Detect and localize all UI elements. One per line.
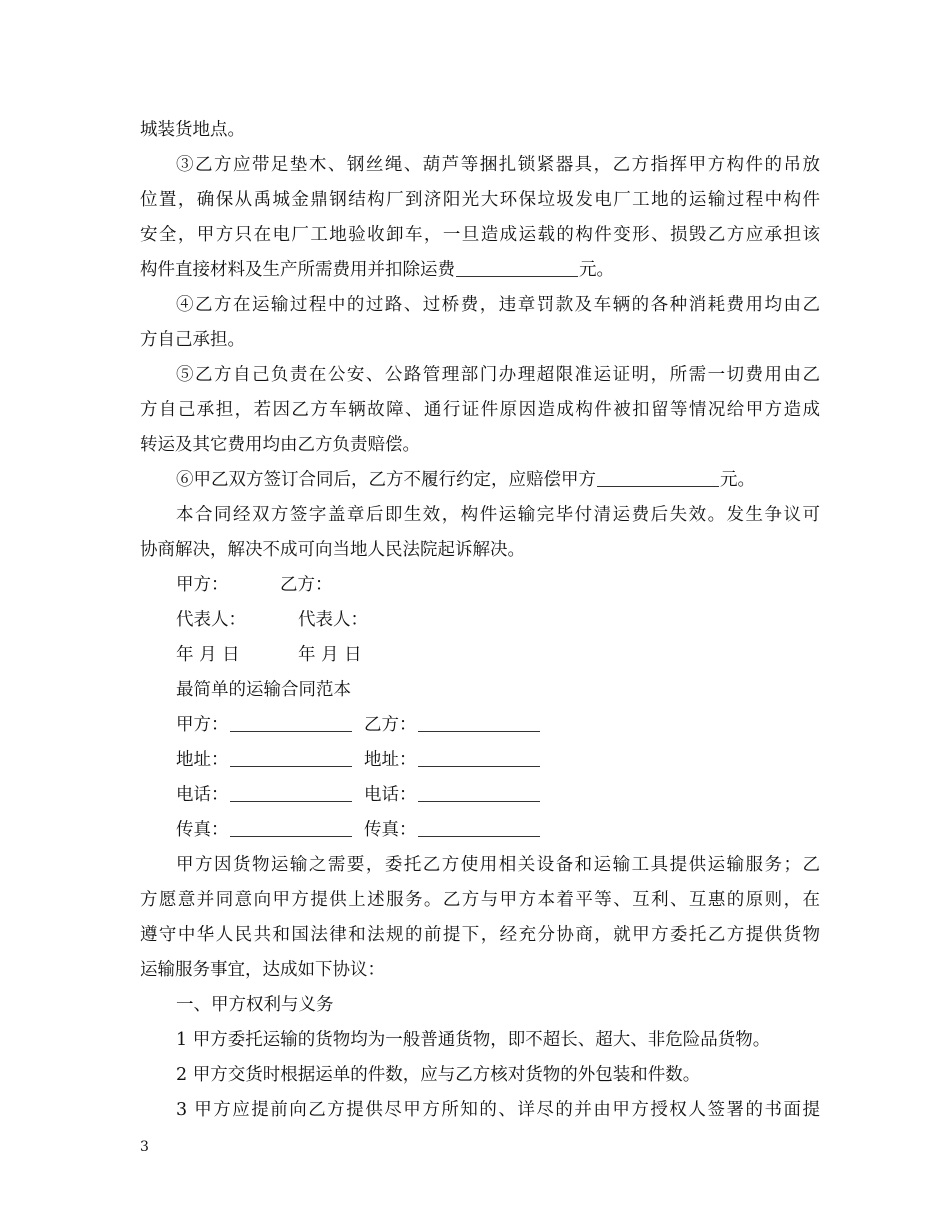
blank-underline <box>418 715 540 732</box>
list-item: 1 甲方委托运输的货物均为一般普通货物，即不超长、超大、非危险品货物。 <box>176 1030 771 1050</box>
date-a-label: 年 月 日 <box>176 645 240 665</box>
blank-underline <box>230 715 352 732</box>
text-line: 协商解决，解决不成可向当地人民法院起诉解决。 <box>140 540 525 560</box>
page-number: 3 <box>140 1139 149 1155</box>
text-line: 甲方因货物运输之需要，委托乙方使用相关设备和运输工具提供运输服务；乙 <box>176 855 820 875</box>
form-label: 地址： <box>176 750 229 770</box>
blank-underline <box>230 820 352 837</box>
text-line: ④乙方在运输过程中的过路、过桥费，违章罚款及车辆的各种消耗费用均由乙 <box>176 295 820 315</box>
form-label: 电话： <box>176 785 229 805</box>
rep-b-label: 代表人： <box>298 610 368 630</box>
form-label: 传真： <box>176 820 229 840</box>
text-fragment: 构件直接材料及生产所需费用并扣除运费 <box>140 260 455 280</box>
blank-underline <box>597 470 719 487</box>
form-label: 传真： <box>364 820 417 840</box>
form-label: 甲方： <box>176 715 229 735</box>
party-b-label: 乙方： <box>280 575 333 595</box>
form-row <box>364 748 541 772</box>
text-line: 方自己承担。 <box>140 330 245 350</box>
party-a-label: 甲方： <box>176 575 229 595</box>
text-line: ⑤乙方自己负责在公安、公路管理部门办理超限准运证明，所需一切费用由乙 <box>176 365 820 385</box>
blank-underline <box>230 750 352 767</box>
form-row <box>364 783 541 807</box>
blank-underline <box>456 260 578 277</box>
form-row <box>364 818 541 842</box>
text-line: 方愿意并同意向甲方提供上述服务。乙方与甲方本着平等、互利、互惠的原则，在 <box>140 890 820 910</box>
blank-underline <box>418 785 540 802</box>
blank-underline <box>230 785 352 802</box>
text-line: 位置，确保从禹城金鼎钢结构厂到济阳光大环保垃圾发电厂工地的运输过程中构件 <box>140 190 820 210</box>
text-line: 安全，甲方只在电厂工地验收卸车，一旦造成运载的构件变形、损毁乙方应承担该 <box>140 225 820 245</box>
text-line: ③乙方应带足垫木、钢丝绳、葫芦等捆扎锁紧器具，乙方指挥甲方构件的吊放 <box>176 155 820 175</box>
text-line: 方自己承担，若因乙方车辆故障、通行证件原因造成构件被扣留等情况给甲方造成 <box>140 400 820 420</box>
form-row <box>364 713 541 737</box>
form-label: 地址： <box>364 750 417 770</box>
section-title: 最简单的运输合同范本 <box>176 680 351 700</box>
text-fragment: 元。 <box>579 260 614 280</box>
date-b-label: 年 月 日 <box>298 645 362 665</box>
form-row <box>176 748 353 772</box>
form-row <box>176 818 353 842</box>
text-line <box>140 258 820 282</box>
text-line: 城装货地点。 <box>140 120 245 140</box>
text-line: 运输服务事宜，达成如下协议： <box>140 960 385 980</box>
list-item: 2 甲方交货时根据运单的件数，应与乙方核对货物的外包装和件数。 <box>176 1065 701 1085</box>
blank-underline <box>418 750 540 767</box>
form-label: 电话： <box>364 785 417 805</box>
text-fragment: 元。 <box>720 470 755 490</box>
rep-a-label: 代表人： <box>176 610 246 630</box>
section-heading: 一、甲方权利与义务 <box>176 995 334 1015</box>
list-item: 3 甲方应提前向乙方提供尽甲方所知的、详尽的并由甲方授权人签署的书面提 <box>176 1100 820 1120</box>
text-fragment: ⑥甲乙双方签订合同后，乙方不履行约定，应赔偿甲方 <box>176 470 596 490</box>
text-line: 本合同经双方签字盖章后即生效，构件运输完毕付清运费后失效。发生争议可 <box>176 505 820 525</box>
form-label: 乙方： <box>364 715 417 735</box>
blank-underline <box>418 820 540 837</box>
form-row <box>176 713 353 737</box>
text-line <box>176 468 820 492</box>
text-line: 遵守中华人民共和国法律和法规的前提下，经充分协商，就甲方委托乙方提供货物 <box>140 925 820 945</box>
text-line: 转运及其它费用均由乙方负责赔偿。 <box>140 435 420 455</box>
form-row <box>176 783 353 807</box>
